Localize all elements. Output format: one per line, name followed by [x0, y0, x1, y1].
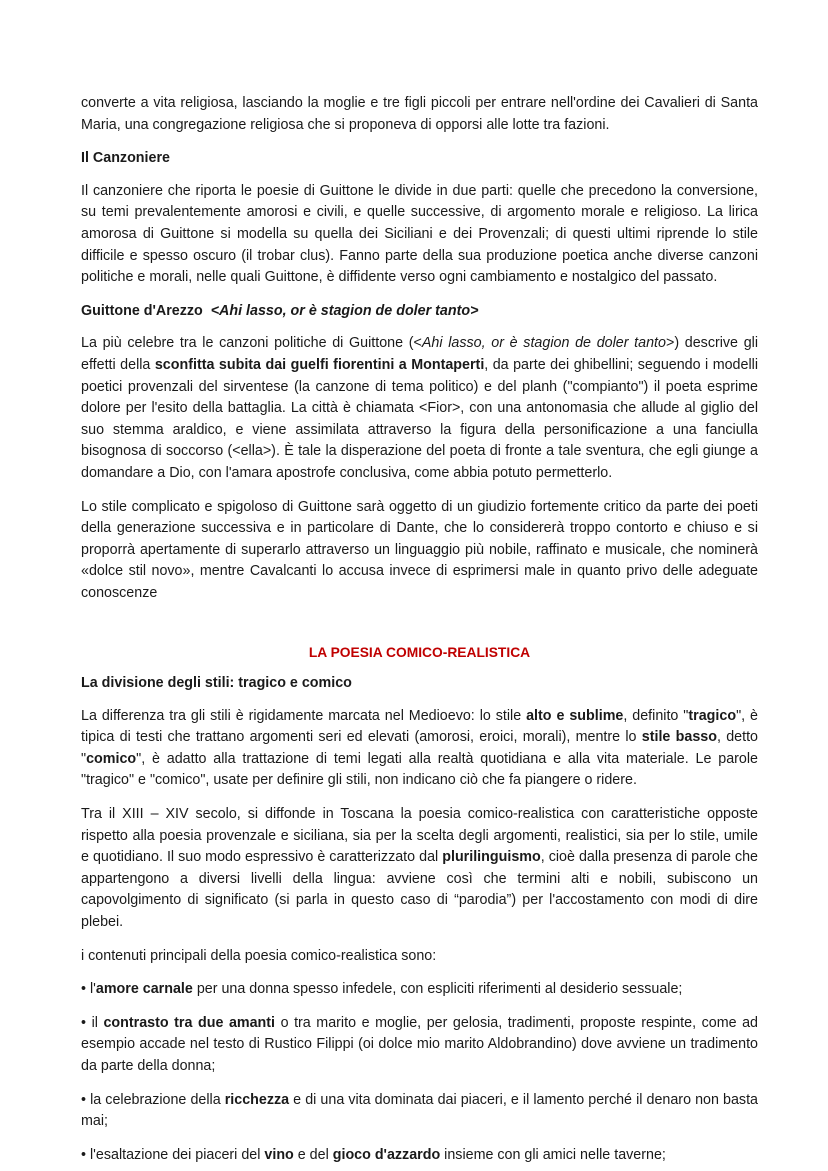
list-item: • l'amore carnale per una donna spesso infedele, con espliciti riferimenti al desiderio sessuale; [81, 979, 758, 1001]
heading-guittone [81, 301, 758, 323]
section-title: LA POESIA COMICO-REALISTICA [308, 645, 531, 661]
list-item: • il contrasto tra due amanti o tra marito e moglie, per gelosia, tradimenti, proposte respinte, come ad esempio accade nel testo di Rustico Filippi (oi dolce mio marito Aldobrandino) dove avviene un tradimento da parte della donna; [81, 1013, 758, 1078]
paragraph-canzoniere: Il canzoniere che riporta le poesie di Guittone le divide in due parti: quelle che precedono la conversione, su temi prevalentemente amorosi e civili, e quelle successive, di argomento morale e religioso. La lirica amorosa di Guittone si modella su quella dei Siciliani e dei Provenzali; di questi ultimi riprende lo stile difficile e spesso oscuro (il trobar clus). Fanno parte della sua produzione poetica anche diverse canzoni politiche e morali, nelle quali Guittone, è diffidente verso ogni cambiamento e nostalgico del passato. [81, 182, 758, 286]
paragraph-stile: Lo stile complicato e spigoloso di Guittone sarà oggetto di un giudizio fortemente critico da parte dei poeti della generazione successiva e in particolare di Dante, che lo considererà troppo contorto e chiuso e si proporrà apertamente di superarlo attraverso un linguaggio più nobile, raffinato e musicale, che nominerà «dolce stil novo», mentre Cavalcanti lo accusa invece di esprimersi male in quanto privo delle adeguate conoscenze [81, 498, 758, 601]
heading-canzoniere: Il Canzoniere [81, 150, 170, 167]
paragraph-contenuti: i contenuti principali della poesia comico-realistica sono: [81, 947, 437, 964]
paragraph-differenza: La differenza tra gli stili è rigidamente marcata nel Medioevo: lo stile alto e sublime, definito "tragico", è tipica di testi che trattano argomenti seri ed elevati (amorosi, eroici, morali), mentre lo stile basso, detto "comico", è adatto alla trattazione di temi legati alla realtà quotidiana e alla vita materiale. Le parole "tragico" e "comico", usate per definire gli stili, non indicano ciò che fa piangere o ridere. [81, 707, 759, 789]
list-item: • la celebrazione della ricchezza e di una vita dominata dai piaceri, e il lamento perché il denaro non basta mai; [81, 1090, 758, 1133]
paragraph-xiii-secolo: Tra il XIII – XIV secolo, si diffonde in Toscana la poesia comico-realistica con caratteristiche opposte rispetto alla poesia provenzale e siciliana, sia per la scelta degli argomenti, realistici, sia per lo stile, umile e quotidiano. Il suo modo espressivo è caratterizzato dal plurilinguismo, cioè dalla presenza di parole che appartengono a diversi livelli della lingua: avviene così che termini alti e nobili, subiscono un capovolgimento di significato (si parla in questo caso di “parodia”) per l'accostamento con modi di dire plebei. [81, 806, 758, 930]
heading-guittone-name: Guittone d'Arezzo [81, 302, 203, 319]
heading-divisione: La divisione degli stili: tragico e comico [81, 675, 352, 692]
list-item: • l'esaltazione dei piaceri del vino e del gioco d'azzardo insieme con gli amici nelle taverne; [81, 1145, 758, 1167]
paragraph-guittone: La più celebre tra le canzoni politiche di Guittone (<Ahi lasso, or è stagion de doler tanto>) descrive gli effetti della sconfitta subita dai guelfi fiorentini a Montaperti, da parte dei ghibellini; seguendo i modelli poetici provenzali del sirventese (la canzone di tema politico) e del planh ("compianto") il poeta esprime dolore per l'esito della battaglia. La città è chiamata <Fior>, con una antonomasia che allude al giglio del suo stemma araldico, e viene assimilata attraverso la figura della personificazione a una fanciulla bisognosa di soccorso (<ella>). È tale la disperazione del poeta di fronte a tale sventura, che egli giunge a domandare a Dio, con l'amara apostrofe conclusiva, come abbia potuto permetterlo. [81, 335, 758, 481]
paragraph-intro: converte a vita religiosa, lasciando la moglie e tre figli piccoli per entrare nell'ordine dei Cavalieri di Santa Maria, una congregazione religiosa che si proponeva di opporsi alle lotte tra fazioni. [81, 95, 758, 133]
heading-guittone-title: <Ahi lasso, or è stagion de doler tanto> [210, 302, 479, 319]
